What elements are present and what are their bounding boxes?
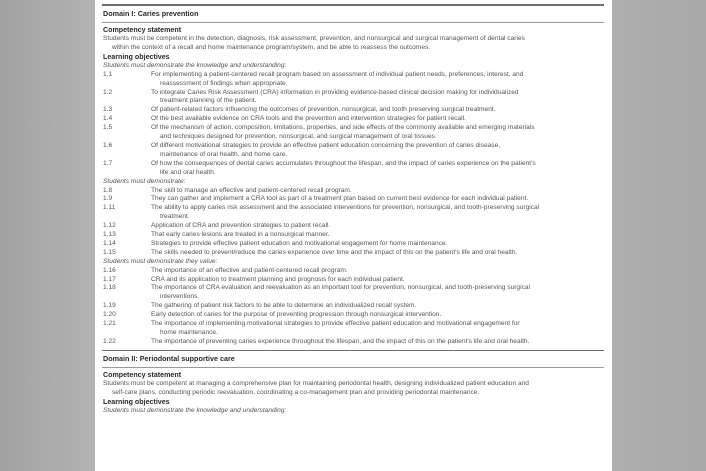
objective-text xyxy=(151,222,604,231)
objective-line: Application of CRA and prevention strategies to patient recall. xyxy=(151,222,331,230)
objective-line: Strategies to provide effective patient education and motivational engagement for home maintenance. xyxy=(151,239,448,247)
objective-number: 1.2 xyxy=(103,88,113,96)
competency-line: Students must be competent at managing a comprehensive plan for maintaining periodontal health, designing individualized patient education and xyxy=(103,379,529,387)
objective-item xyxy=(102,89,604,107)
objective-number: 1.6 xyxy=(103,141,113,149)
objective-item xyxy=(102,338,604,347)
objective-item xyxy=(102,187,604,196)
objective-line: Early detection of caries for the purpose of preventing progression through nonsurgical intervention. xyxy=(151,311,442,319)
objective-groups xyxy=(102,407,604,416)
objective-line: CRA and its application to treatment planning and prognosis for each individual patient. xyxy=(151,275,405,283)
objective-number: 1.19 xyxy=(103,302,116,310)
objective-text xyxy=(151,71,604,89)
objective-item xyxy=(102,311,604,320)
objective-number: 1.11 xyxy=(103,204,116,212)
objective-item xyxy=(102,195,604,204)
objective-line: The importance of CRA evaluation and reevaluation as an important tool for prevention, nonsurgical, and tooth-preserving surgical xyxy=(151,284,530,292)
objective-text xyxy=(151,142,604,160)
objective-text xyxy=(151,284,604,302)
competency-statement xyxy=(102,35,604,53)
objective-item xyxy=(102,142,604,160)
objective-item xyxy=(102,284,604,302)
domain-separator xyxy=(102,350,604,351)
objective-text xyxy=(151,106,604,115)
objective-groups xyxy=(102,62,604,347)
objective-number: 1.18 xyxy=(103,284,116,292)
objective-number: 1.16 xyxy=(103,266,116,274)
objective-line: The importance of implementing motivational strategies to provide effective patient education and motivational engagement for xyxy=(151,320,520,328)
objective-line: life and oral health. xyxy=(160,168,216,176)
objective-line: The importance of an effective and patient-centered recall program. xyxy=(151,266,348,274)
objective-line: Of patient-related factors influencing the outcomes of prevention, nonsurgical, and tooth preserving surgical treatment. xyxy=(151,106,496,114)
domain-title: Domain II: Periodontal supportive care xyxy=(103,353,235,363)
objective-text xyxy=(151,89,604,107)
objective-line: Of how the consequences of dental caries accumulates throughout the lifespan, and the impact of caries experience on the patient's xyxy=(151,159,536,167)
objective-item xyxy=(102,302,604,311)
objective-item xyxy=(102,240,604,249)
objective-number: 1.21 xyxy=(103,320,116,328)
objective-text xyxy=(151,320,604,338)
competency-heading: Competency statement xyxy=(103,26,182,34)
objective-line: The skill to manage an effective and patient-centered recall program. xyxy=(151,186,352,194)
objective-text xyxy=(151,267,604,276)
objective-item xyxy=(102,231,604,240)
objective-item xyxy=(102,267,604,276)
domain-section xyxy=(102,354,604,416)
objectives-heading: Learning objectives xyxy=(103,397,170,406)
objective-item xyxy=(102,71,604,89)
title-rule xyxy=(102,22,604,23)
objective-number: 1.20 xyxy=(103,311,116,319)
objective-item xyxy=(102,115,604,124)
background-left xyxy=(0,0,95,471)
objective-item xyxy=(102,222,604,231)
objective-line: treatment planning of the patient. xyxy=(160,97,257,105)
objective-line: The ability to apply caries risk assessment and the associated interventions for prevention, nonsurgical, and tooth-preserving surgical xyxy=(151,204,540,212)
objective-text xyxy=(151,187,604,196)
objective-item xyxy=(102,320,604,338)
objective-number: 1.17 xyxy=(103,275,116,283)
objective-line: Of different motivational strategies to provide an effective patient education concerning the prevention of caries disease, xyxy=(151,141,501,149)
document-content xyxy=(102,4,604,416)
objective-text xyxy=(151,276,604,285)
objective-number: 1.22 xyxy=(103,337,116,345)
objective-text xyxy=(151,240,604,249)
objectives-intro: Students must demonstrate the knowledge and understanding: xyxy=(103,61,287,69)
objective-text xyxy=(151,195,604,204)
objective-line: reassessment of findings when appropriate. xyxy=(160,79,288,87)
objective-line: The gathering of patient risk factors to be able to determine an individualized recall system. xyxy=(151,302,417,310)
domain-section xyxy=(102,9,604,347)
competency-line: within the context of a recall and home maintenance program/system, and be able to reassess the outcomes. xyxy=(112,43,431,51)
objective-number: 1.1 xyxy=(103,70,113,78)
objective-line: maintenance of oral health, and home care. xyxy=(160,150,288,158)
objective-line: For implementing a patient-centered recall program based on assessment of individual patient needs, preferences, interest, and xyxy=(151,70,524,78)
objective-line: home maintenance. xyxy=(160,329,218,336)
objective-line: The importance of preventing caries experience throughout the lifespan, and the impact of this on the patient's life and oral health. xyxy=(151,337,530,345)
background-right xyxy=(612,0,706,471)
title-rule xyxy=(102,367,604,368)
objective-text xyxy=(151,231,604,240)
document-page xyxy=(95,0,612,471)
objective-line: treatment. xyxy=(160,213,190,221)
objective-item xyxy=(102,160,604,178)
objective-item xyxy=(102,124,604,142)
objective-number: 1.14 xyxy=(103,239,116,247)
objectives-intro: Students must demonstrate they value: xyxy=(103,257,218,265)
objective-number: 1.7 xyxy=(103,159,113,167)
objective-number: 1.3 xyxy=(103,106,113,114)
domain-title: Domain I: Caries prevention xyxy=(103,9,199,18)
objective-number: 1.4 xyxy=(103,115,113,123)
objectives-intro: Students must demonstrate: xyxy=(103,177,186,185)
objective-text xyxy=(151,302,604,311)
competency-line: self-care plans, conducting periodic reevaluation, coordinating a co-management plan and providing periodontal maintenance. xyxy=(112,388,480,396)
objective-item xyxy=(102,106,604,115)
top-rule xyxy=(102,4,604,6)
objectives-heading: Learning objectives xyxy=(103,52,170,61)
objective-line: They can gather and implement a CRA tool as part of a treatment plan based on current best evidence for each individual patient. xyxy=(151,195,529,203)
objective-number: 1.15 xyxy=(103,248,116,256)
objective-number: 1.5 xyxy=(103,124,113,132)
objective-line: That early caries lesions are treated in a nonsurgical manner. xyxy=(151,231,330,239)
objective-text xyxy=(151,115,604,124)
objective-item xyxy=(102,276,604,285)
objective-line: and techniques designed for prevention, nonsurgical, and surgical management of oral tissues. xyxy=(160,133,437,141)
objective-text xyxy=(151,160,604,178)
competency-line: Students must be competent in the detection, diagnosis, risk assessment, prevention, and nonsurgical and surgical management of dental caries xyxy=(103,35,525,42)
objective-number: 1.12 xyxy=(103,222,116,230)
objective-line: To integrate Caries Risk Assessment (CRA) information in providing evidence-based clinical decision making for individualized xyxy=(151,88,519,96)
objectives-intro: Students must demonstrate the knowledge and understanding: xyxy=(103,406,287,414)
objective-text xyxy=(151,204,604,222)
objective-number: 1.13 xyxy=(103,231,116,239)
competency-statement xyxy=(102,380,604,398)
objective-text xyxy=(151,338,604,347)
objective-line: interventions. xyxy=(160,293,200,301)
objective-line: Of the mechanism of action, composition, limitations, properties, and side effects of the commonly available and emerging materials xyxy=(151,124,535,132)
objective-line: Of the best available evidence on CRA tools and the prevention and intervention strategies for patient recall. xyxy=(151,115,466,123)
objective-item xyxy=(102,249,604,258)
objective-text xyxy=(151,311,604,320)
objective-line: The skills needed to prevent/reduce the caries experience over time and the impact of this on the patient's life and oral health. xyxy=(151,248,518,256)
objective-number: 1.8 xyxy=(103,186,113,194)
objective-text xyxy=(151,249,604,258)
competency-heading: Competency statement xyxy=(103,370,182,379)
objective-number: 1.9 xyxy=(103,195,113,203)
objective-text xyxy=(151,124,604,142)
objective-item xyxy=(102,204,604,222)
